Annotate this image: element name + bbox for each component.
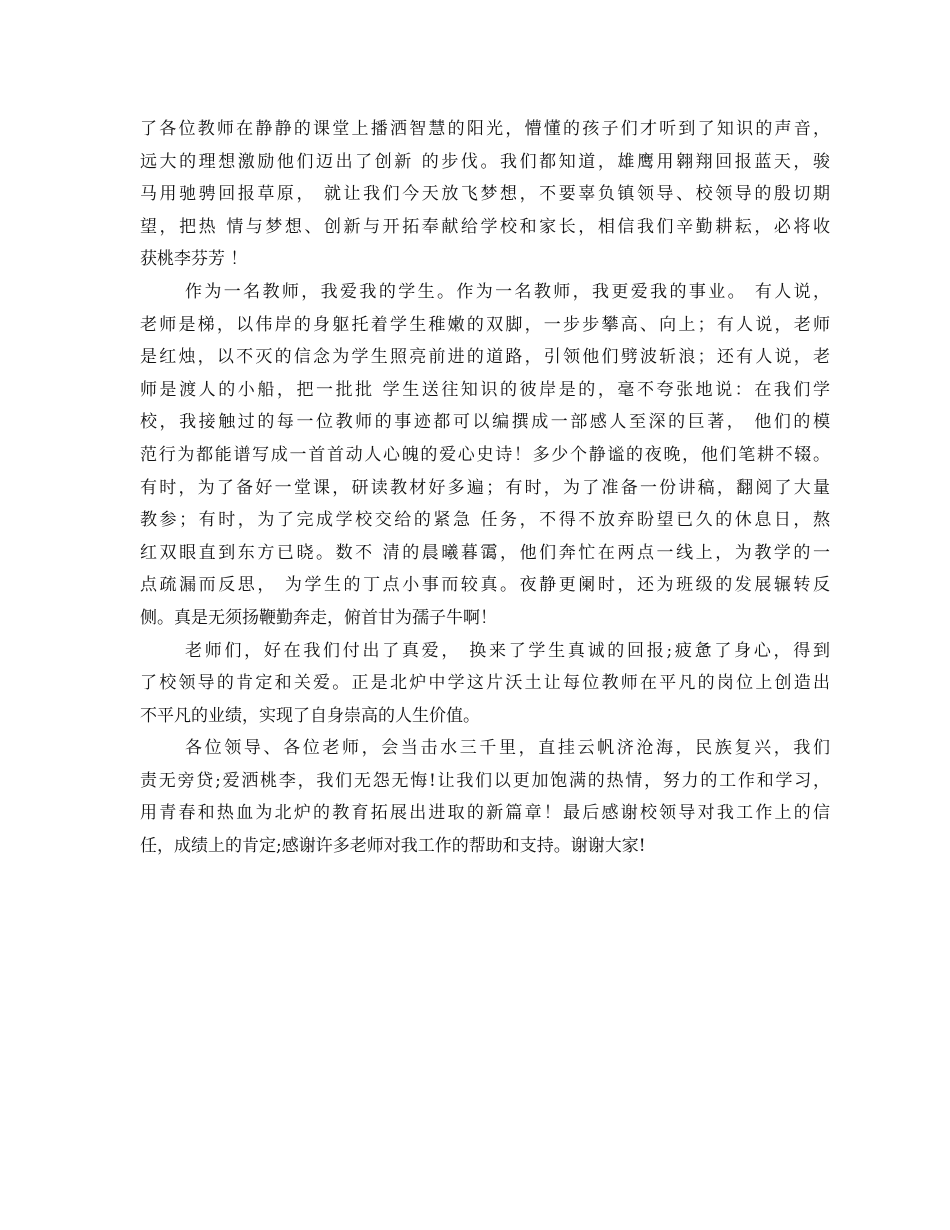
text-line: 了校领导的肯定和关爱。正是北炉中学这片沃土让每位教师在平凡的岗位上创造出 — [140, 673, 830, 694]
text-line: 红双眼直到东方已晓。数不 清的晨曦暮霭，他们奔忙在两点一线上，为教学的一 — [140, 542, 830, 563]
document-body — [140, 113, 830, 863]
text-line: 校，我接触过的每一位教师的事迹都可以编撰成一部感人至深的巨著， 他们的模 — [140, 412, 830, 433]
paragraph-1 — [140, 113, 830, 276]
text-line: 各位领导、各位老师，会当击水三千里，直挂云帆济沧海，民族复兴，我们 — [185, 738, 830, 759]
paragraph-3 — [140, 635, 830, 733]
text-line: 师是渡人的小船，把一批批 学生送往知识的彼岸是的，毫不夸张地说：在我们学 — [140, 379, 830, 400]
text-line: 责无旁贷;爱洒桃李，我们无怨无悔!让我们以更加饱满的热情，努力的工作和学习， — [140, 770, 830, 791]
text-line: 不平凡的业绩，实现了自身崇高的人生价值。 — [140, 705, 480, 726]
text-line: 教参；有时，为了完成学校交给的紧急 任务，不得不放弃盼望已久的休息日，熬 — [140, 510, 830, 531]
text-line: 老师是梯，以伟岸的身躯托着学生稚嫩的双脚，一步步攀高、向上；有人说，老师 — [140, 314, 830, 335]
text-line: 老师们，好在我们付出了真爱， 换来了学生真诚的回报;疲惫了身心，得到 — [185, 640, 830, 661]
text-line: 远大的理想激励他们迈出了创新 的步伐。我们都知道，雄鹰用翱翔回报蓝天，骏 — [140, 151, 830, 172]
text-line: 了各位教师在静静的课堂上播洒智慧的阳光，懵懂的孩子们才听到了知识的声音， — [140, 119, 830, 139]
text-line: 用青春和热血为北炉的教育拓展出进取的新篇章！最后感谢校领导对我工作上的信 — [140, 803, 830, 824]
text-line: 望，把热 情与梦想、创新与开拓奉献给学校和家长，相信我们辛勤耕耘，必将收 — [140, 216, 830, 237]
text-line: 马用驰骋回报草原， 就让我们今天放飞梦想，不要辜负镇领导、校领导的殷切期 — [140, 184, 830, 205]
text-line: 任，成绩上的肯定;感谢许多老师对我工作的帮助和支持。谢谢大家! — [140, 836, 646, 857]
paragraph-4 — [140, 732, 830, 862]
text-line: 有时，为了备好一堂课，研读教材好多遍；有时，为了准备一份讲稿，翻阅了大量 — [140, 477, 830, 498]
paragraph-2 — [140, 276, 830, 635]
text-line: 获桃李芬芳 ！ — [140, 249, 248, 270]
text-line: 是红烛，以不灭的信念为学生照亮前进的道路，引领他们劈波斩浪；还有人说，老 — [140, 347, 830, 368]
text-line: 范行为都能谱写成一首首动人心魄的爱心史诗！多少个静谧的夜晚，他们笔耕不辍。 — [140, 444, 830, 465]
text-line: 作为一名教师，我爱我的学生。作为一名教师，我更爱我的事业。 有人说， — [185, 281, 830, 302]
text-line: 侧。真是无须扬鞭勤奔走，俯首甘为孺子牛啊！ — [140, 607, 497, 628]
text-line: 点疏漏而反思， 为学生的丁点小事而较真。夜静更阑时，还为班级的发展辗转反 — [140, 575, 830, 596]
